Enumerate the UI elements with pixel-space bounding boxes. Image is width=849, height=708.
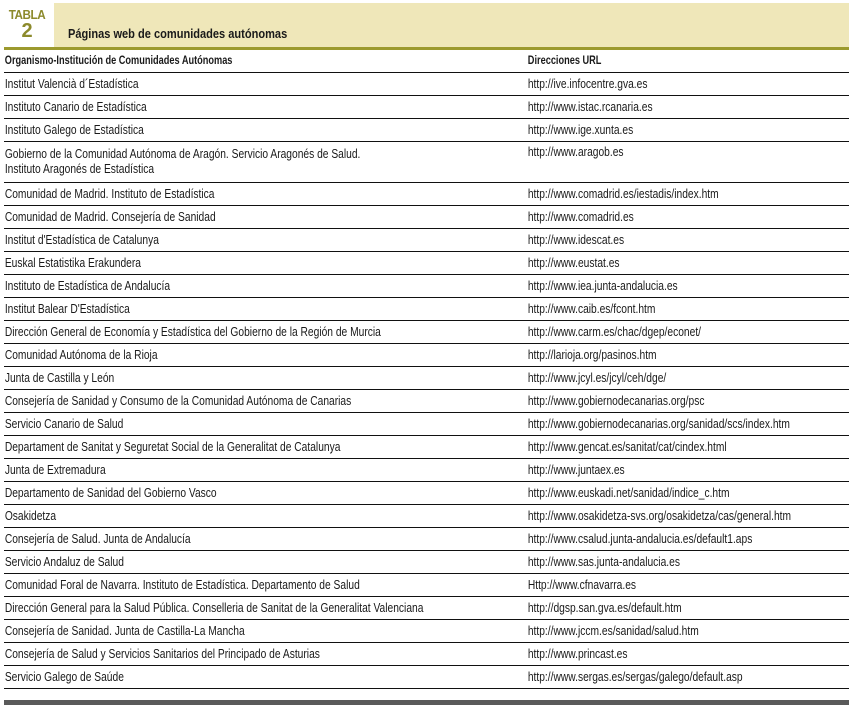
url-text: http://www.sas.junta-andalucia.es xyxy=(527,555,680,569)
org-cell xyxy=(4,206,527,229)
url-cell xyxy=(527,505,849,528)
org-cell xyxy=(4,390,527,413)
org-cell xyxy=(4,482,527,505)
org-cell xyxy=(4,96,527,119)
org-cell xyxy=(4,528,527,551)
org-cell xyxy=(4,413,527,436)
url-text: http://www.princast.es xyxy=(527,647,628,661)
org-name: Junta de Castilla y León xyxy=(4,371,115,385)
org-name: Gobierno de la Comunidad Autónoma de Aragón. Servicio Aragonés de Salud. xyxy=(4,147,361,161)
column-header-row xyxy=(4,50,849,73)
url-cell xyxy=(527,206,849,229)
url-cell xyxy=(527,597,849,620)
url-cell xyxy=(527,666,849,689)
url-text: http://www.jcyl.es/jcyl/ceh/dge/ xyxy=(527,371,667,385)
table-row xyxy=(4,574,849,597)
org-cell xyxy=(4,551,527,574)
url-text: http://www.iea.junta-andalucia.es xyxy=(527,279,678,293)
org-cell xyxy=(4,229,527,252)
url-text: http://www.osakidetza-svs.org/osakidetza/cas/general.htm xyxy=(527,509,792,523)
table-header-band xyxy=(0,3,849,47)
url-table xyxy=(4,50,849,689)
org-name: Consejería de Sanidad. Junta de Castilla-La Mancha xyxy=(4,624,245,638)
org-name: Consejería de Sanidad y Consumo de la Comunidad Autónoma de Canarias xyxy=(4,394,352,408)
org-cell xyxy=(4,298,527,321)
org-name: Junta de Extremadura xyxy=(4,463,106,477)
org-cell xyxy=(4,666,527,689)
url-text: http://ive.infocentre.gva.es xyxy=(527,77,648,91)
table-row xyxy=(4,275,849,298)
org-name: Consejería de Salud y Servicios Sanitarios del Principado de Asturias xyxy=(4,647,320,661)
url-text: http://www.ige.xunta.es xyxy=(527,123,634,137)
url-text: http://www.gobiernodecanarias.org/sanidad/scs/index.htm xyxy=(527,417,790,431)
url-text: http://www.istac.rcanaria.es xyxy=(527,100,653,114)
org-cell xyxy=(4,620,527,643)
url-cell xyxy=(527,142,849,183)
url-cell xyxy=(527,119,849,142)
table-row xyxy=(4,666,849,689)
table-row xyxy=(4,597,849,620)
org-cell xyxy=(4,597,527,620)
org-cell xyxy=(4,436,527,459)
url-cell xyxy=(527,344,849,367)
table-row xyxy=(4,643,849,666)
table-row xyxy=(4,229,849,252)
org-name: Servicio Andaluz de Salud xyxy=(4,555,124,569)
url-cell xyxy=(527,528,849,551)
url-cell xyxy=(527,390,849,413)
org-name: Departamento de Sanidad del Gobierno Vasco xyxy=(4,486,217,500)
url-cell xyxy=(527,96,849,119)
url-text: http://larioja.org/pasinos.htm xyxy=(527,348,657,362)
org-cell xyxy=(4,643,527,666)
url-cell xyxy=(527,459,849,482)
org-name: Dirección General para la Salud Pública. Conselleria de Sanitat de la Generalitat Valenciana xyxy=(4,601,424,615)
org-name: Osakidetza xyxy=(4,509,57,523)
url-cell xyxy=(527,367,849,390)
url-cell xyxy=(527,436,849,459)
url-text: http://www.carm.es/chac/dgep/econet/ xyxy=(527,325,702,339)
table-row xyxy=(4,436,849,459)
org-cell xyxy=(4,183,527,206)
org-name-line2: Instituto Aragonés de Estadística xyxy=(4,162,155,176)
table-row xyxy=(4,321,849,344)
table-label-block xyxy=(0,3,54,47)
org-cell xyxy=(4,344,527,367)
org-cell xyxy=(4,505,527,528)
column-header-url: Direcciones URL xyxy=(527,50,849,73)
url-text: http://www.gobiernodecanarias.org/psc xyxy=(527,394,705,408)
url-text: http://www.euskadi.net/sanidad/indice_c.htm xyxy=(527,486,730,500)
org-name: Comunidad de Madrid. Consejería de Sanidad xyxy=(4,210,216,224)
url-text: http://www.aragob.es xyxy=(527,145,624,159)
org-cell xyxy=(4,459,527,482)
table-row xyxy=(4,528,849,551)
org-name: Institut d'Estadística de Catalunya xyxy=(4,233,159,247)
org-name: Instituto Canario de Estadística xyxy=(4,100,147,114)
table-row xyxy=(4,344,849,367)
table-row xyxy=(4,620,849,643)
org-cell xyxy=(4,275,527,298)
url-text: http://dgsp.san.gva.es/default.htm xyxy=(527,601,682,615)
org-cell xyxy=(4,73,527,96)
url-cell xyxy=(527,298,849,321)
table-bottom-rule xyxy=(4,700,849,705)
table-label: TABLA xyxy=(8,7,46,22)
url-text: http://www.eustat.es xyxy=(527,256,620,270)
org-name: Servicio Galego de Saúde xyxy=(4,670,124,684)
url-cell xyxy=(527,620,849,643)
url-cell xyxy=(527,413,849,436)
url-cell xyxy=(527,252,849,275)
url-text: http://www.caib.es/fcont.htm xyxy=(527,302,656,316)
org-name: Dirección General de Economía y Estadística del Gobierno de la Región de Murcia xyxy=(4,325,381,339)
org-cell xyxy=(4,142,527,183)
table-row xyxy=(4,96,849,119)
table-row xyxy=(4,413,849,436)
title-area xyxy=(54,3,849,47)
org-name: Institut Valencià d´Estadística xyxy=(4,77,139,91)
org-name: Servicio Canario de Salud xyxy=(4,417,124,431)
url-cell xyxy=(527,482,849,505)
url-text: http://www.comadrid.es/iestadis/index.htm xyxy=(527,187,719,201)
table-row xyxy=(4,505,849,528)
url-cell xyxy=(527,275,849,298)
url-cell xyxy=(527,229,849,252)
table-title: Páginas web de comunidades autónomas xyxy=(68,26,288,41)
org-cell xyxy=(4,321,527,344)
url-cell xyxy=(527,321,849,344)
org-name: Euskal Estatistika Erakundera xyxy=(4,256,141,270)
org-name: Instituto Galego de Estadística xyxy=(4,123,144,137)
url-cell xyxy=(527,183,849,206)
org-name: Institut Balear D'Estadística xyxy=(4,302,130,316)
url-text: Http://www.cfnavarra.es xyxy=(527,578,637,592)
org-cell xyxy=(4,367,527,390)
org-cell xyxy=(4,252,527,275)
table-row xyxy=(4,551,849,574)
url-text: http://www.sergas.es/sergas/galego/default.asp xyxy=(527,670,743,684)
org-name: Comunidad de Madrid. Instituto de Estadística xyxy=(4,187,215,201)
org-cell xyxy=(4,574,527,597)
url-text: http://www.idescat.es xyxy=(527,233,625,247)
url-cell xyxy=(527,643,849,666)
url-text: http://www.juntaex.es xyxy=(527,463,625,477)
url-text: http://www.csalud.junta-andalucia.es/default1.aps xyxy=(527,532,753,546)
url-cell xyxy=(527,551,849,574)
table-number: 2 xyxy=(21,20,33,42)
table-row xyxy=(4,298,849,321)
url-text: http://www.jccm.es/sanidad/salud.htm xyxy=(527,624,699,638)
table-row xyxy=(4,482,849,505)
org-name: Comunidad Foral de Navarra. Instituto de Estadística. Departamento de Salud xyxy=(4,578,360,592)
org-name: Departament de Sanitat y Seguretat Social de la Generalitat de Catalunya xyxy=(4,440,341,454)
table-row xyxy=(4,73,849,96)
table-row xyxy=(4,252,849,275)
column-header-org: Organismo-Institución de Comunidades Autónomas xyxy=(4,50,527,73)
org-name: Instituto de Estadística de Andalucía xyxy=(4,279,171,293)
org-name: Consejería de Salud. Junta de Andalucía xyxy=(4,532,191,546)
table-row xyxy=(4,206,849,229)
table-row xyxy=(4,119,849,142)
org-name: Comunidad Autónoma de la Rioja xyxy=(4,348,158,362)
url-text: http://www.gencat.es/sanitat/cat/cindex.html xyxy=(527,440,727,454)
url-cell xyxy=(527,574,849,597)
table-row xyxy=(4,183,849,206)
table-row xyxy=(4,459,849,482)
org-cell xyxy=(4,119,527,142)
table-row xyxy=(4,390,849,413)
url-cell xyxy=(527,73,849,96)
table-row xyxy=(4,142,849,183)
url-text: http://www.comadrid.es xyxy=(527,210,634,224)
table-row xyxy=(4,367,849,390)
